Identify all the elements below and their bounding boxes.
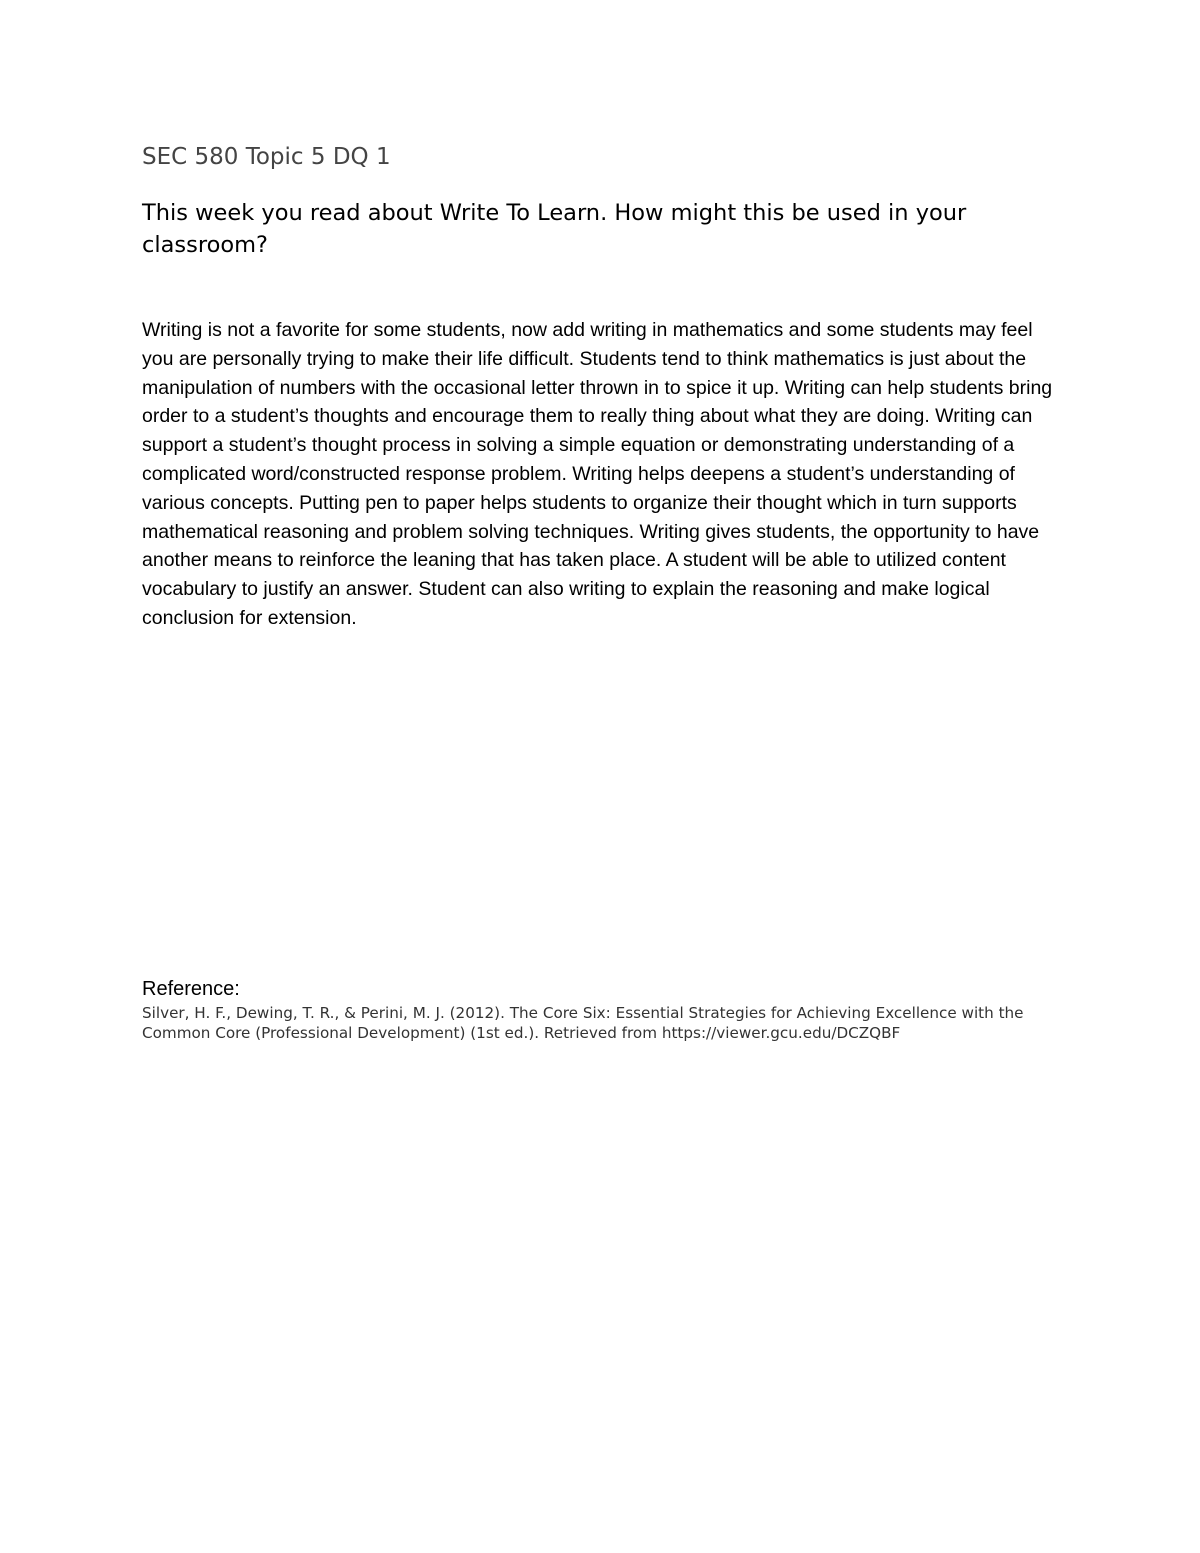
document-title: SEC 580 Topic 5 DQ 1 xyxy=(142,144,391,170)
reference-entry: Silver, H. F., Dewing, T. R., & Perini, M. J. (2012). The Core Six: Essential Strategies for Achieving Excellence with the Common Core (Professional Development) (1st ed.). Retrieved from https://viewer.gcu.edu/DCZQBF xyxy=(142,1004,1024,1042)
reference-heading: Reference: xyxy=(142,978,240,1000)
discussion-question: This week you read about Write To Learn. How might this be used in your classroom? xyxy=(142,200,967,258)
answer-paragraph: Writing is not a favorite for some students, now add writing in mathematics and some students may feel you are personally trying to make their life difficult. Students tend to think mathematics is just about the manipulation of numbers with the occasional letter thrown in to spice it up. Writing can help students bring order to a student’s thoughts and encourage them to really thing about what they are doing. Writing can support a student’s thought process in solving a simple equation or demonstrating understanding of a complicated word/constructed response problem. Writing helps deepens a student’s understanding of various concepts. Putting pen to paper helps students to organize their thought which in turn supports mathematical reasoning and problem solving techniques. Writing gives students, the opportunity to have another means to reinforce the leaning that has taken place. A student will be able to utilized content vocabulary to justify an answer. Student can also writing to explain the reasoning and make logical conclusion for extension. xyxy=(142,319,1053,629)
